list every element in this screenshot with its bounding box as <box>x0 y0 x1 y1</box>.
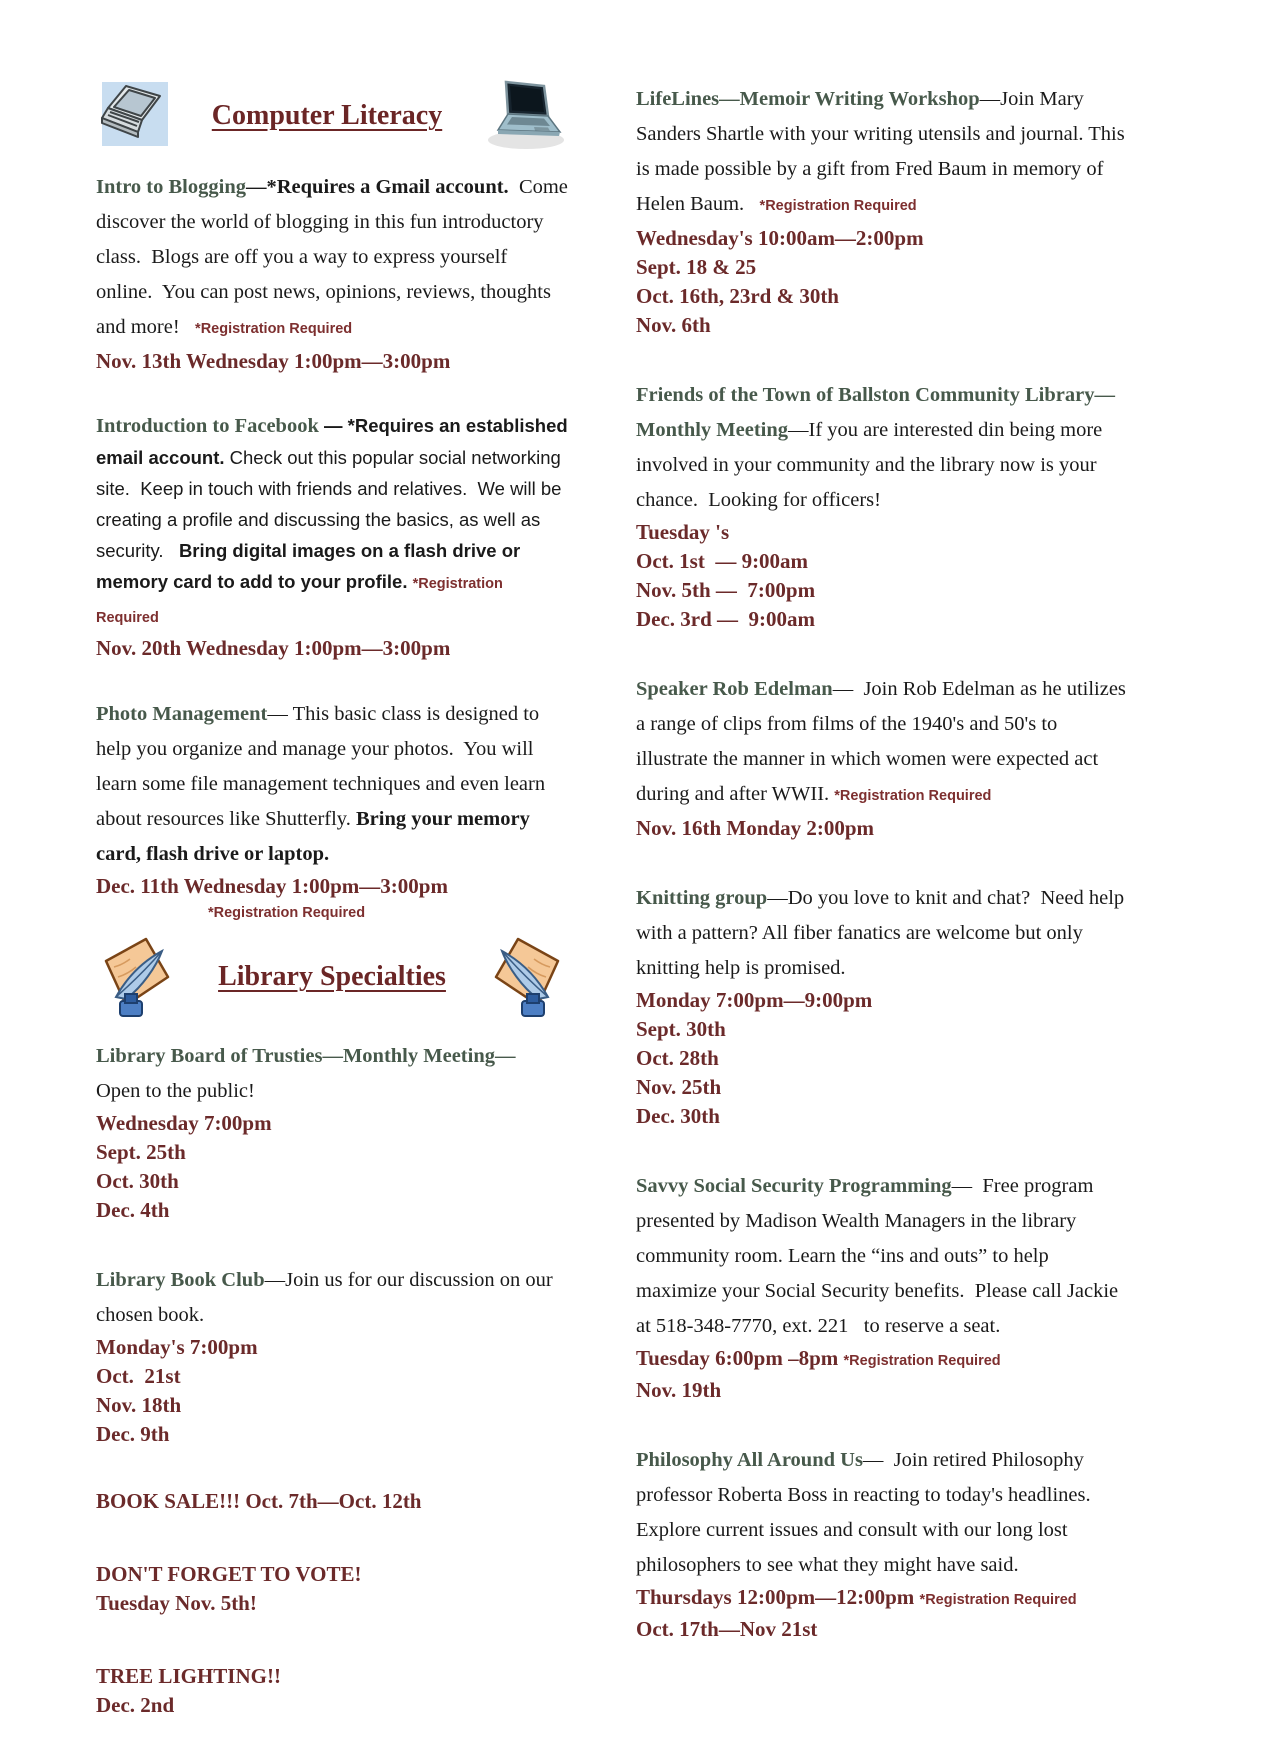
event-title: Friends of the Town of Ballston Community Library— Monthly Meeting <box>636 384 1121 441</box>
event-date: Dec. 4th <box>96 1198 170 1222</box>
event-date: Nov. 19th <box>636 1378 722 1402</box>
event-description <box>96 1263 568 1333</box>
event-date: Oct. 30th <box>96 1169 179 1193</box>
event-description <box>636 672 1132 814</box>
event-date-text: Thursdays 12:00pm—12:00pm <box>636 1585 920 1609</box>
event-lead: — *Requires an established email account. <box>96 415 573 468</box>
event-body-text: —Join us for our discussion on our chosen book. <box>96 1269 558 1326</box>
event-philosophy-all-around-us <box>636 1443 1132 1644</box>
event-library-book-club <box>96 1263 568 1449</box>
event-date: Oct. 1st — 9:00am <box>636 549 809 573</box>
event-title: Intro to Blogging <box>96 176 246 198</box>
event-date: Wednesday 7:00pm <box>96 1111 272 1135</box>
event-date: Nov. 6th <box>636 313 711 337</box>
event-date: Nov. 16th Monday 2:00pm <box>636 816 875 840</box>
event-intro-to-blogging <box>96 170 574 376</box>
laptop-icon <box>482 76 568 156</box>
registration-required-note: *Registration Required <box>96 576 507 626</box>
event-body-text: This basic class is designed to help you organize and manage your photos. You will learn some file management techniques and even learn about resources like Shutterfly. <box>96 703 551 830</box>
event-date: Nov. 13th Wednesday 1:00pm—3:00pm <box>96 349 451 373</box>
event-knitting-group <box>636 881 1132 1131</box>
section-title-library-specialties: Library Specialties <box>218 961 446 992</box>
registration-required-note: *Registration Required <box>195 321 353 337</box>
event-title: Knitting group <box>636 887 768 909</box>
event-date: Nov. 25th <box>636 1075 722 1099</box>
event-title: Photo Management <box>96 703 268 725</box>
library-specialties-header <box>96 931 568 1023</box>
event-date: Sept. 30th <box>636 1017 726 1041</box>
event-body-text: —If you are interested din being more involved in your community and the library now is your chance. Looking for officers! <box>636 419 1108 511</box>
event-date: Dec. 11th Wednesday 1:00pm—3:00pm <box>96 874 448 898</box>
event-date: Dec. 30th <box>636 1104 720 1128</box>
registration-required-note: *Registration Required <box>919 1592 1077 1608</box>
announcement-book-sale <box>96 1487 568 1516</box>
announcement-line: BOOK SALE!!! Oct. 7th—Oct. 12th <box>96 1489 422 1513</box>
event-description <box>636 82 1132 224</box>
event-date: Wednesday's 10:00am—2:00pm <box>636 226 924 250</box>
quill-paper-icon <box>484 931 568 1023</box>
event-date <box>636 1583 1132 1615</box>
event-title: Introduction to Facebook <box>96 415 319 437</box>
event-title: Savvy Social Security Programming <box>636 1175 952 1197</box>
event-date: Oct. 17th—Nov 21st <box>636 1617 818 1641</box>
event-speaker-rob-edelman <box>636 672 1132 843</box>
event-body-text: Open to the public! <box>96 1080 255 1102</box>
event-library-board <box>96 1039 568 1225</box>
event-date: Sept. 25th <box>96 1140 186 1164</box>
event-date: Oct. 28th <box>636 1046 719 1070</box>
announcement-vote <box>96 1560 568 1618</box>
event-lifelines-memoir-workshop <box>636 82 1132 340</box>
event-body-text: Check out this popular social networking site. Keep in touch with friends and relatives. We will be creating a profile and discussing the basics, as well as security. <box>96 447 567 561</box>
registration-required-note: *Registration Required <box>208 905 366 921</box>
event-savvy-social-security <box>636 1169 1132 1405</box>
section-title-computer-literacy: Computer Literacy <box>211 100 443 131</box>
event-body-text: —Join Mary Sanders Shartle with your writing utensils and journal. This is made possible by a gift from Fred Baum in memory of Helen Baum. <box>636 88 1130 215</box>
event-introduction-to-facebook <box>96 410 573 663</box>
computer-literacy-header <box>96 76 568 156</box>
event-date: Oct. 21st <box>96 1364 181 1388</box>
event-description <box>636 378 1132 518</box>
event-body-text: — Free program presented by Madison Wealth Managers in the library community room. Learn the “ins and outs” to help maximize your Social Security benefits. Please call Jackie at 518-348-7770, ext. 221 to reserve a seat. <box>636 1175 1124 1337</box>
quill-paper-icon <box>96 931 180 1023</box>
event-date <box>636 1344 1132 1376</box>
event-title: Library Board of Trusties—Monthly Meeting— <box>96 1045 516 1067</box>
event-date: Monday's 7:00pm <box>96 1335 258 1359</box>
event-body-text: Come discover the world of blogging in this fun introductory class. Blogs are off you a way to express yourself online. You can post news, opinions, reviews, thoughts and more! <box>96 176 574 338</box>
event-description <box>636 1443 1132 1583</box>
announcement-line: Tuesday Nov. 5th! <box>96 1591 257 1615</box>
event-lead: — <box>267 703 293 725</box>
laptop-icon <box>96 78 172 154</box>
event-date: Monday 7:00pm—9:00pm <box>636 988 873 1012</box>
event-date: Dec. 9th <box>96 1422 170 1446</box>
event-title: Library Book Club <box>96 1269 265 1291</box>
event-date: Nov. 5th — 7:00pm <box>636 578 816 602</box>
event-lead: —*Requires a Gmail account. <box>245 176 509 198</box>
event-title: Speaker Rob Edelman <box>636 678 833 700</box>
event-date: Oct. 16th, 23rd & 30th <box>636 284 839 308</box>
event-date-text: Tuesday 6:00pm –8pm <box>636 1346 844 1370</box>
event-title: Philosophy All Around Us <box>636 1449 863 1471</box>
announcement-line: Dec. 2nd <box>96 1693 175 1717</box>
registration-required-note: *Registration Required <box>834 788 992 804</box>
event-date: Sept. 18 & 25 <box>636 255 757 279</box>
event-description <box>636 881 1132 986</box>
event-friends-monthly-meeting <box>636 378 1132 634</box>
event-date: Dec. 3rd — 9:00am <box>636 607 816 631</box>
event-body-text: —Do you love to knit and chat? Need help with a pattern? All fiber fanatics are welcome but only knitting help is promised. <box>636 887 1130 979</box>
event-note: Bring digital images on a flash drive or memory card to add to your profile. <box>96 540 526 592</box>
announcement-tree-lighting <box>96 1662 568 1720</box>
event-body-text: — Join retired Philosophy professor Roberta Boss in reacting to today's headlines. Explore current issues and consult with our long lost philosophers to see what they might have said. <box>636 1449 1096 1576</box>
registration-required-note: *Registration Required <box>759 198 917 214</box>
event-description <box>96 410 573 634</box>
event-note: Bring your memory card, flash drive or laptop. <box>96 808 535 865</box>
announcement-line: TREE LIGHTING!! <box>96 1664 281 1688</box>
left-column <box>96 76 574 1764</box>
event-photo-management <box>96 697 568 925</box>
event-description <box>96 1039 568 1074</box>
event-description <box>96 170 574 347</box>
event-body-text: — Join Rob Edelman as he utilizes a range of clips from films of the 1940's and 50's to illustrate the manner in which women were expected act during and after WWII. <box>636 678 1132 805</box>
event-date: Nov. 18th <box>96 1393 182 1417</box>
event-date: Tuesday 's <box>636 520 730 544</box>
announcement-line: DON'T FORGET TO VOTE! <box>96 1562 362 1586</box>
event-description <box>96 697 568 872</box>
right-column <box>636 82 1132 1682</box>
registration-required-note: *Registration Required <box>843 1353 1001 1369</box>
event-description <box>636 1169 1132 1344</box>
event-title: LifeLines—Memoir Writing Workshop <box>636 88 980 110</box>
event-date: Nov. 20th Wednesday 1:00pm—3:00pm <box>96 636 451 660</box>
